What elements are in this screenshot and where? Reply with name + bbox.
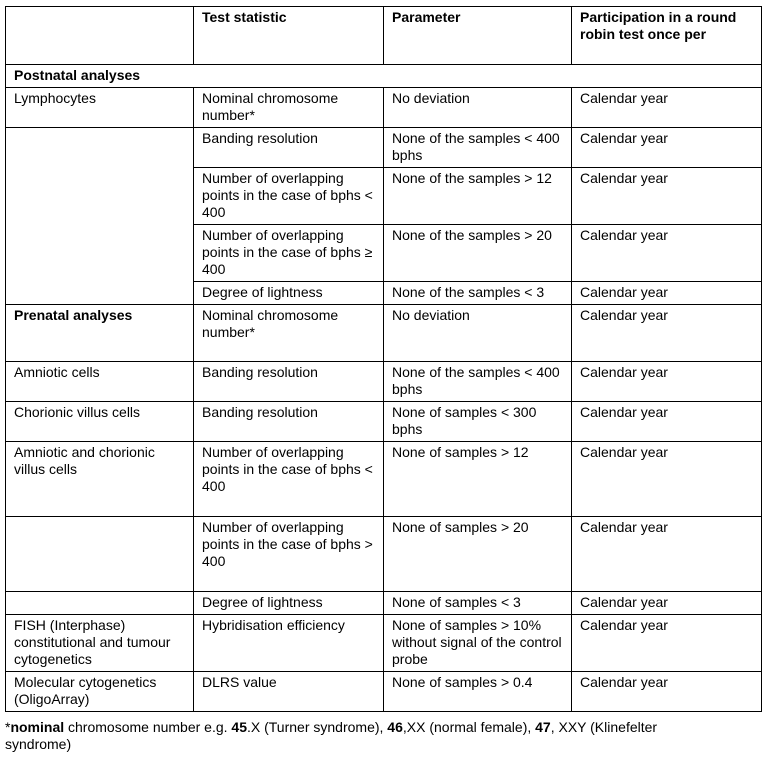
footnote-normal-female: ,XX (normal female),	[402, 719, 536, 735]
cell-parameter: No deviation	[384, 88, 572, 128]
cell-sample: Chorionic villus cells	[6, 402, 194, 442]
cell-test-statistic: Number of overlapping points in the case of bphs < 400	[194, 168, 384, 225]
footnote	[5, 719, 705, 753]
header-test-statistic: Test statistic	[194, 7, 384, 65]
header-participation: Participation in a round robin test once per	[572, 7, 762, 65]
cell-test-statistic: Nominal chromosome number*	[194, 88, 384, 128]
cell-test-statistic: Banding resolution	[194, 402, 384, 442]
header-empty	[6, 7, 194, 65]
cell-sample-prenatal: Prenatal analyses	[6, 305, 194, 362]
cell-parameter: None of the samples > 12	[384, 168, 572, 225]
cell-sample	[6, 592, 194, 615]
cell-parameter: None of samples > 0.4	[384, 672, 572, 712]
footnote-star: *	[5, 719, 11, 735]
table-row	[6, 305, 762, 362]
cell-parameter: None of samples > 20	[384, 517, 572, 592]
cell-participation: Calendar year	[572, 168, 762, 225]
cell-participation: Calendar year	[572, 615, 762, 672]
cell-participation: Calendar year	[572, 282, 762, 305]
table-row	[6, 442, 762, 517]
cell-participation: Calendar year	[572, 225, 762, 282]
cell-parameter: None of samples > 10% without signal of the control probe	[384, 615, 572, 672]
table-row	[6, 592, 762, 615]
cell-parameter: None of samples < 300 bphs	[384, 402, 572, 442]
table-row	[6, 672, 762, 712]
cell-test-statistic: Banding resolution	[194, 362, 384, 402]
table-row	[6, 402, 762, 442]
cell-sample: Amniotic cells	[6, 362, 194, 402]
table-row	[6, 615, 762, 672]
cell-sample: FISH (Interphase) constitutional and tumour cytogenetics	[6, 615, 194, 672]
cell-parameter: None of the samples < 400 bphs	[384, 128, 572, 168]
footnote-47: 47	[535, 719, 551, 735]
cell-test-statistic: DLRS value	[194, 672, 384, 712]
cell-test-statistic: Number of overlapping points in the case of bphs < 400	[194, 442, 384, 517]
table-row	[6, 517, 762, 592]
cell-test-statistic: Hybridisation efficiency	[194, 615, 384, 672]
cell-parameter: None of the samples < 3	[384, 282, 572, 305]
footnote-klinefelter: , XXY (Klinefelter syndrome)	[5, 719, 658, 752]
cell-test-statistic: Number of overlapping points in the case of bphs > 400	[194, 517, 384, 592]
section-row-postnatal	[6, 65, 762, 88]
cell-sample	[6, 128, 194, 305]
footnote-nominal: nominal	[10, 719, 65, 735]
cell-test-statistic: Degree of lightness	[194, 592, 384, 615]
cell-participation: Calendar year	[572, 305, 762, 362]
cell-test-statistic: Nominal chromosome number*	[194, 305, 384, 362]
cell-sample: Amniotic and chorionic villus cells	[6, 442, 194, 517]
table-row	[6, 128, 762, 168]
cell-participation: Calendar year	[572, 128, 762, 168]
cell-participation: Calendar year	[572, 442, 762, 517]
cell-sample: Molecular cytogenetics (OligoArray)	[6, 672, 194, 712]
cell-parameter: No deviation	[384, 305, 572, 362]
cell-participation: Calendar year	[572, 517, 762, 592]
footnote-text: chromosome number e.g.	[64, 719, 232, 735]
cell-participation: Calendar year	[572, 362, 762, 402]
cell-participation: Calendar year	[572, 592, 762, 615]
cell-parameter: None of the samples < 400 bphs	[384, 362, 572, 402]
table-row	[6, 362, 762, 402]
cell-participation: Calendar year	[572, 672, 762, 712]
cell-participation: Calendar year	[572, 88, 762, 128]
footnote-turner: .X (Turner syndrome),	[247, 719, 388, 735]
footnote-46: 46	[387, 719, 403, 735]
cell-test-statistic: Number of overlapping points in the case of bphs ≥ 400	[194, 225, 384, 282]
cell-parameter: None of the samples > 20	[384, 225, 572, 282]
cell-sample	[6, 517, 194, 592]
round-robin-table	[5, 6, 762, 712]
cell-test-statistic: Banding resolution	[194, 128, 384, 168]
cell-sample: Lymphocytes	[6, 88, 194, 128]
cell-participation: Calendar year	[572, 402, 762, 442]
cell-test-statistic: Degree of lightness	[194, 282, 384, 305]
section-postnatal-label: Postnatal analyses	[6, 65, 762, 88]
header-row	[6, 7, 762, 65]
header-parameter: Parameter	[384, 7, 572, 65]
footnote-45: 45	[231, 719, 247, 735]
cell-parameter: None of samples > 12	[384, 442, 572, 517]
table-row	[6, 88, 762, 128]
cell-parameter: None of samples < 3	[384, 592, 572, 615]
